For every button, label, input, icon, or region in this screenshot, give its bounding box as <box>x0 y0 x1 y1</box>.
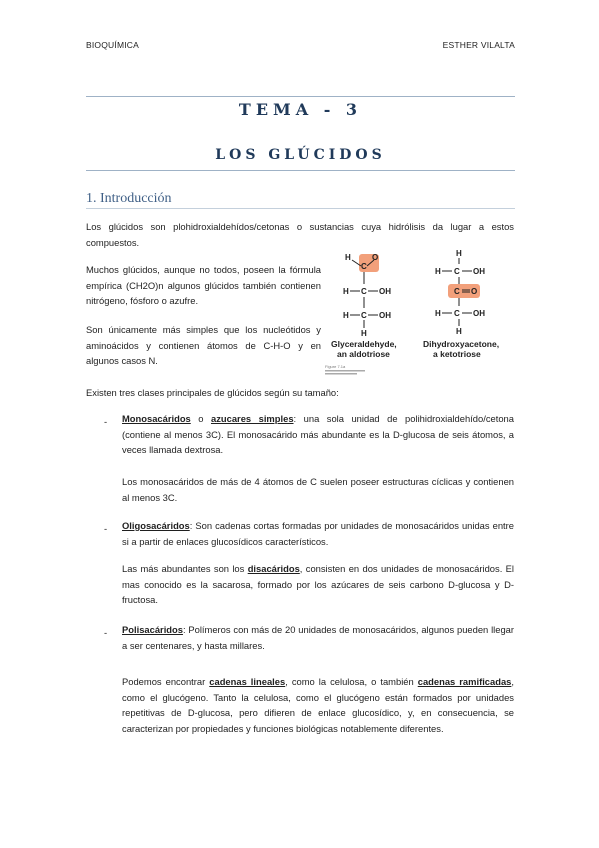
svg-text:OH: OH <box>473 309 485 318</box>
svg-text:C: C <box>361 262 367 271</box>
svg-text:H: H <box>435 309 441 318</box>
svg-text:O: O <box>372 253 379 262</box>
term-azucares-simples: azucares simples <box>210 413 294 424</box>
term-oligosacaridos: Oligosacáridos <box>122 520 190 531</box>
svg-text:O: O <box>471 287 478 296</box>
term-polisacaridos: Polisacáridos <box>122 624 183 635</box>
page-subtitle: LOS GLÚCIDOS <box>215 147 386 163</box>
svg-text:C: C <box>454 287 460 296</box>
list-item-oligosacaridos: Oligosacáridos: Son cadenas cortas formadas por unidades de monosacáridos unidas entre si a partir de enlaces glucosídicos característicos. <box>122 520 514 547</box>
oligosacaridos-note: Las más abundantes son los disacáridos, consisten en dos unidades de monosacáridos. El mas conocido es la sacarosa, formado por los azúcares de seis carbono D-glucosa y D-fructosa. <box>122 563 515 605</box>
svg-text:H: H <box>343 287 349 296</box>
intro-paragraph-2: Muchos glúcidos, aunque no todos, poseen la fórmula empírica (CH2O)n algunos glúcidos también contienen nitrógeno, fósforo o azufre. <box>86 264 321 306</box>
svg-text:H: H <box>456 249 462 258</box>
polisacaridos-note: Podemos encontrar cadenas lineales, como la celulosa, o también cadenas ramificadas, como el glucógeno. Tanto la celulosa, como el glucógeno están formados por unidades repetitivas de D-glucosa, pero difieren de enlace glucosídico, y, en consecuencia, se caracterizan por propiedades y funciones biológicas notablemente diferentes. <box>122 676 514 734</box>
svg-text:C: C <box>361 287 367 296</box>
title-divider <box>86 170 515 171</box>
list-item-monosacaridos: Monosacáridos o azucares simples: una sola unidad de polihidroxialdehído/cetona (contiene al menos 3C). El monosacárido más abundante es la D-glucosa de seis átomos, a veces llamada dextrosa. <box>122 413 514 455</box>
svg-text:H: H <box>456 327 462 336</box>
term-cadenas-lineales: cadenas lineales <box>209 676 286 687</box>
monosacaridos-note: Los monosacáridos de más de 4 átomos de C suelen poseer estructuras cíclicas y contienen al menos 3C. <box>122 476 514 503</box>
svg-text:H: H <box>435 267 441 276</box>
glyceraldehyde-structure <box>343 253 391 338</box>
section-divider <box>86 208 515 209</box>
list-bullet: - <box>104 416 108 427</box>
page-title: TEMA - 3 <box>238 100 363 119</box>
svg-text:H: H <box>345 253 351 262</box>
svg-text:C: C <box>454 309 460 318</box>
list-bullet: - <box>104 523 108 534</box>
top-divider <box>86 96 515 97</box>
dihydroxyacetone-structure <box>435 249 485 336</box>
term-disacaridos: disacáridos <box>247 563 300 574</box>
svg-text:H: H <box>361 329 367 338</box>
intro-paragraph-3: Son únicamente más simples que los nucleótidos y aminoácidos y contienen átomos de C-H-O y en algunos casos N. <box>86 324 321 366</box>
header-subject: BIOQUÍMICA <box>86 40 140 50</box>
svg-text:C: C <box>454 267 460 276</box>
intro-paragraph-4: Existen tres clases principales de glúcidos según su tamaño: <box>86 387 339 398</box>
section-heading: 1. Introducción <box>86 191 172 206</box>
svg-text:C: C <box>361 311 367 320</box>
svg-text:OH: OH <box>379 287 391 296</box>
header-author: ESTHER VILALTA <box>442 40 515 50</box>
dihydroxyacetone-caption: Dihydroxyacetone, <box>423 339 500 349</box>
triose-structures-figure <box>323 246 523 376</box>
figure-credit: Figure 7.1a <box>325 364 346 369</box>
svg-text:OH: OH <box>379 311 391 320</box>
term-cadenas-ramificadas: cadenas ramificadas <box>417 676 512 687</box>
dihydroxyacetone-caption-sub: a ketotriose <box>433 349 481 359</box>
glyceraldehyde-caption-sub: an aldotriose <box>337 349 390 359</box>
svg-text:OH: OH <box>473 267 485 276</box>
glyceraldehyde-caption: Glyceraldehyde, <box>331 339 397 349</box>
svg-text:H: H <box>343 311 349 320</box>
intro-paragraph-1: Los glúcidos son plohidroxialdehídos/cetonas o sustancias cuya hidrólisis da lugar a estos compuestos. <box>86 221 514 248</box>
term-monosacaridos: Monosacáridos <box>122 413 191 424</box>
list-item-polisacaridos: Polisacáridos: Polímeros con más de 20 unidades de monosacáridos, algunos pueden llegar a ser centenares, y hasta millares. <box>122 624 514 651</box>
list-bullet: - <box>104 627 108 638</box>
